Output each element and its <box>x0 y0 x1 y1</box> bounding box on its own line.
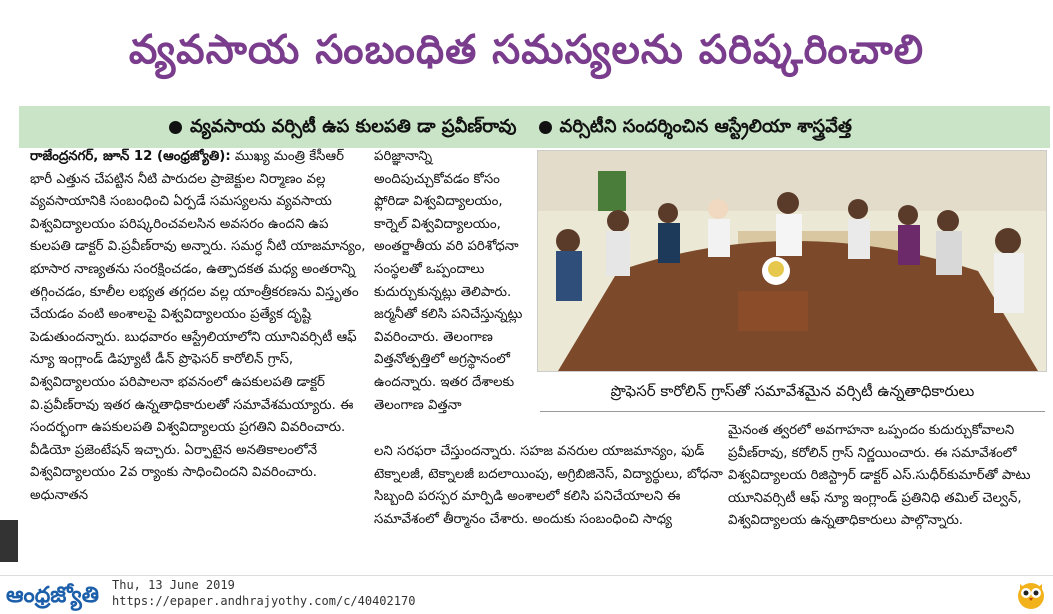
article-bottom-mid-text: లని సరఫరా చేస్తుందన్నారు. సహజ వనరుల యాజమాన్యం, ఫుడ్ టెక్నాలజీ, టెక్నాలజీ బదలాయింపు, అగ్రిబిజినెస్, విద్యార్థులు, బోధనా సిబ్బంది పరస్పర మార్పిడి అంశాలలో కలిసి పనిచేయాలని ఈ సమావేశంలో తీర్మానం చేశారు. అందుకు సంబంధించి సాధ్య <box>374 444 723 527</box>
article-bottom-right <box>728 420 1050 533</box>
publish-date: Thu, 13 June 2019 <box>112 578 235 592</box>
photo-caption: ప్రొఫెసర్ కారోలిన్ గ్రాస్‌తో సమావేశమైన వర్సిటీ ఉన్నతాధికారులు <box>540 371 1045 412</box>
meeting-photo <box>538 151 1046 371</box>
article-bottom-middle <box>374 441 724 531</box>
article-col2-text: పరిజ్ఞానాన్ని అందిపుచ్చుకోవడం కోసం ఫ్లోరిడా విశ్వవిద్యాలయం, కార్నెల్ విశ్వవిద్యాలయం, అంతర్జాతీయ వరి పరిశోధనా సంస్థలతో ఒప్పందాలు కుదుర్చుకున్నట్లు తెలిపారు. జర్మనీతో కలిసి పనిచేస్తున్నట్లు వివరించారు. తెలంగాణ విత్తనోత్పత్తిలో అగ్రస్థానంలో ఉందన్నారు. ఇతర దేశాలకు తెలంగాణ విత్తనా <box>374 149 523 413</box>
source-url[interactable]: https://epaper.andhrajyothy.com/c/40402170 <box>112 594 416 608</box>
dateline: రాజేంద్రనగర్, జూన్ 12 (ఆంధ్రజ్యోతి): <box>30 149 231 164</box>
page-edge-mark <box>0 520 18 562</box>
andhrajyothy-logo[interactable]: ఆంధ్రజ్యోతి <box>6 583 99 608</box>
subheading-2: వర్సిటీని సందర్శించిన ఆస్ట్రేలియా శాస్త్రవేత్త <box>559 116 852 137</box>
bullet-icon <box>539 121 552 134</box>
photo-image <box>537 150 1047 372</box>
bullet-icon <box>169 121 182 134</box>
article-col1-text: ముఖ్య మంత్రి కేసీఆర్ భారీ ఎత్తున చేపట్టిన నీటి పారుదల ప్రాజెక్టుల నిర్మాణం వల్ల వ్యవసాయానికి సంబంధించి ఏర్పడే సమస్యలను వ్యవసాయ విశ్వవిద్యాలయం పరిష్కరించవలసిన అవసరం ఉందని ఉప కులపతి డాక్టర్ వి.ప్రవీణ్‌రావు అన్నారు. సమర్ధ నీటి యాజమాన్యం, భూసార నాణ్యతను సంరక్షించడం, ఉత్పాదకత మధ్య అంతరాన్ని తగ్గించడం, కూలీల లభ్యత తగ్గదల వల్ల యాంత్రీకరణను విస్తృతం చేయడం వంటి అంశాలపై విశ్వవిద్యాలయం ప్రత్యేక దృష్టి పెడుతుందన్నారు. బుధవారం ఆస్ట్రేలియాలోని యూనివర్సిటీ ఆఫ్ న్యూ ఇంగ్లాండ్ డిప్యూటీ డీన్ ప్రొఫెసర్ కారోలిన్ గ్రాస్, విశ్వవిద్యాలయం పరిపాలనా భవనంలో ఉపకులపతి డాక్టర్ వి.ప్రవీణ్‌రావు ఇతర ఉన్నతాధికారులతో సమావేశమయ్యారు. ఈ సందర్భంగా ఉపకులపతి విశ్వవిద్యాలయ ప్రగతిని వివరించారు. వీడియో ప్రజెంటేషన్ ఇచ్చారు. ఏర్పాటైన అనతికాలంలోనే విశ్వవిద్యాలయం 2వ ర్యాంకు సాధించిందని వివరించారు. అధునాతన <box>30 149 366 503</box>
article-bottom-right-text: మైనంత త్వరలో అవగాహనా ఒప్పందం కుదుర్చుకోవాలని ప్రవీణ్‌రావు, కరోలిన్ గ్రాస్ నిర్ణయించారు. ఈ సమావేశంలో విశ్వవిద్యాలయ రిజిస్ట్రార్ డాక్టర్ ఎస్.సుధీర్‌కుమార్‌తో పాటు యూనివర్సిటీ ఆఫ్ న్యూ ఇంగ్లాండ్ ప్రతినిధి తమిల్ చెల్వన్, విశ్వవిద్యాలయ ఉన్నతాధికారులు పాల్గొన్నారు. <box>728 423 1031 529</box>
subheadings-bar <box>19 106 1050 148</box>
article-column-1 <box>30 146 368 508</box>
footer-meta <box>112 577 415 609</box>
subheading-1: వ్యవసాయ వర్సిటీ ఉప కులపతి డా ప్రవీణ్‌రావు <box>190 116 517 137</box>
owl-mascot-icon <box>1016 578 1046 610</box>
headline: వ్యవసాయ సంబంధిత సమస్యలను పరిష్కరించాలి <box>128 27 925 73</box>
article-column-2 <box>374 146 524 417</box>
